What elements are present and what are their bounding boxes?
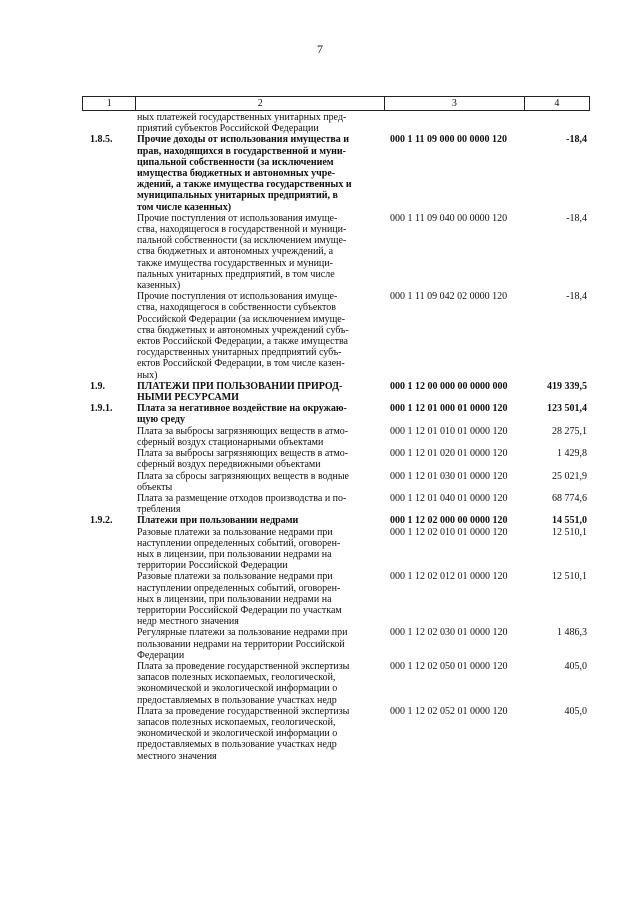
table-row (82, 291, 590, 381)
table-row (82, 571, 590, 627)
row-number (82, 527, 135, 572)
table-row (82, 627, 590, 661)
row-amount: 28 275,1 (552, 425, 587, 437)
row-code: 000 1 12 01 000 01 0000 120 (390, 403, 508, 415)
row-number (82, 571, 135, 627)
row-code (385, 112, 525, 134)
row-code: 000 1 12 02 000 00 0000 120 (390, 515, 508, 527)
row-text: Плата за проведение государственной экспертизы запасов полезных ископаемых, геологической, экономической и экологической информации о предоставляемых в пользование участках недр (137, 660, 350, 706)
row-text: Плата за негативное воздействие на окружаю- щую среду (137, 403, 347, 426)
row-amount: 419 339,5 (547, 380, 587, 392)
page-number: 7 (317, 42, 323, 56)
header-col-4: 4 (554, 98, 560, 109)
header-col-3: 3 (385, 97, 525, 110)
table-row (82, 403, 590, 425)
row-number (82, 661, 135, 706)
row-text: Регулярные платежи за пользование недрами при пользовании недрами на территории Российской Федерации (137, 627, 348, 661)
table-row (82, 448, 590, 470)
row-number: 1.9.2. (90, 515, 113, 527)
table-header (82, 96, 590, 111)
table-row (82, 527, 590, 572)
row-text: Плата за выбросы загрязняющих веществ в атмо- сферный воздух передвижными объектами (137, 448, 349, 471)
row-text: Разовые платежи за пользование недрами при наступлении определенных событий, оговорен- ных в лицензии, при пользовании недрами на территории Российской Федерации по участкам недр местного значения (137, 571, 342, 628)
row-number (82, 112, 135, 134)
row-text: Прочие поступления от использования имуще- ства, находящегося в государственной и муници- пальной собственности (за исключением имуще- ства бюджетных и автономных учреждений, а также имущества государственных и муници- пальных унитарных предприятий, в том числе казенных) (137, 212, 347, 292)
row-text: Плата за размещение отходов производства и по- требления (137, 492, 347, 516)
row-code: 000 1 11 09 042 02 0000 120 (390, 291, 508, 303)
table-row (82, 471, 590, 493)
row-amount: 123 501,4 (547, 403, 587, 415)
row-text: Плата за сбросы загрязняющих веществ в водные объекты (137, 470, 349, 493)
row-code: 000 1 12 01 010 01 0000 120 (390, 425, 508, 437)
row-text: Прочие доходы от использования имущества и прав, находящихся в государственной и муни- ципальной собственности (за исключением имущества бюджетных и автономных учре- ждений, а также имущества государственных и муниципальных унитарных предприятий, в том числе казенных) (137, 134, 352, 213)
row-number: 1.9. (90, 380, 105, 392)
row-code: 000 1 12 01 020 01 0000 120 (390, 448, 508, 460)
row-code: 000 1 11 09 000 00 0000 120 (390, 134, 507, 146)
row-number: 1.8.5. (90, 134, 113, 146)
row-number (82, 426, 135, 448)
row-text: Платежи при пользовании недрами (137, 515, 299, 527)
row-text: ПЛАТЕЖИ ПРИ ПОЛЬЗОВАНИИ ПРИРОД- НЫМИ РЕСУРСАМИ (137, 380, 343, 404)
row-text: Прочие поступления от использования имуще- ства, находящегося в собственности субъектов Российской Федерации (за исключением имуще- ства бюджетных и автономных учреждений субъ- ектов Российской Федерации, а также имущества государственных унитарных предприятий субъ- ектов Российской Федерации, в том числе казен- ных) (137, 291, 349, 381)
header-col-2: 2 (136, 97, 385, 110)
row-code: 000 1 12 01 030 01 0000 120 (390, 470, 508, 482)
row-code: 000 1 12 02 012 01 0000 120 (390, 571, 508, 583)
row-amount: 12 510,1 (552, 571, 587, 583)
row-number (82, 213, 135, 291)
row-code: 000 1 11 09 040 00 0000 120 (390, 212, 508, 224)
row-text: Разовые платежи за пользование недрами при наступлении определенных событий, оговорен- ных в лицензии, при пользовании недрами на территории Российской Федерации (137, 526, 341, 572)
row-amount: 12 510,1 (552, 526, 587, 538)
row-amount (525, 112, 590, 134)
row-amount: 14 551,0 (552, 515, 587, 527)
table-row (82, 134, 590, 212)
row-amount: 1 429,8 (557, 448, 587, 460)
table-row (82, 213, 590, 291)
row-code: 000 1 12 02 030 01 0000 120 (390, 627, 508, 639)
row-number (82, 471, 135, 493)
header-col-1: 1 (83, 97, 136, 110)
row-number (82, 493, 135, 515)
table-body (82, 112, 590, 762)
row-code: 000 1 12 02 050 01 0000 120 (390, 660, 508, 672)
row-text: Плата за проведение государственной экспертизы запасов полезных ископаемых, геологической, экономической и экологической информации о предоставляемых в пользование участках недр местного значения (137, 705, 350, 762)
row-text: Плата за выбросы загрязняющих веществ в атмо- сферный воздух стационарными объектами (137, 425, 349, 448)
table-row (82, 661, 590, 706)
row-amount: -18,4 (566, 291, 587, 303)
table-row (82, 426, 590, 448)
row-text: ных платежей государственных унитарных пред- приятий субъектов Российской Федерации (137, 112, 347, 135)
table-row (82, 706, 590, 762)
table-row (82, 493, 590, 515)
row-code: 000 1 12 02 052 01 0000 120 (390, 705, 508, 717)
row-amount: 1 486,3 (557, 627, 587, 639)
table-row (82, 515, 590, 526)
row-code: 000 1 12 00 000 00 0000 000 (390, 380, 508, 392)
row-amount: -18,4 (566, 212, 587, 224)
row-number (82, 627, 135, 661)
row-code: 000 1 12 02 010 01 0000 120 (390, 526, 508, 538)
table-row (82, 381, 590, 403)
table-row (82, 112, 590, 134)
row-number (82, 448, 135, 470)
row-number: 1.9.1. (90, 403, 113, 415)
row-amount: 25 021,9 (552, 470, 587, 482)
row-number (82, 706, 135, 762)
row-amount: 405,0 (564, 660, 587, 672)
row-amount: 405,0 (564, 705, 587, 717)
row-amount: 68 774,6 (552, 492, 587, 504)
row-amount: -18,4 (566, 134, 587, 146)
row-code: 000 1 12 01 040 01 0000 120 (390, 492, 508, 504)
row-number (82, 291, 135, 381)
